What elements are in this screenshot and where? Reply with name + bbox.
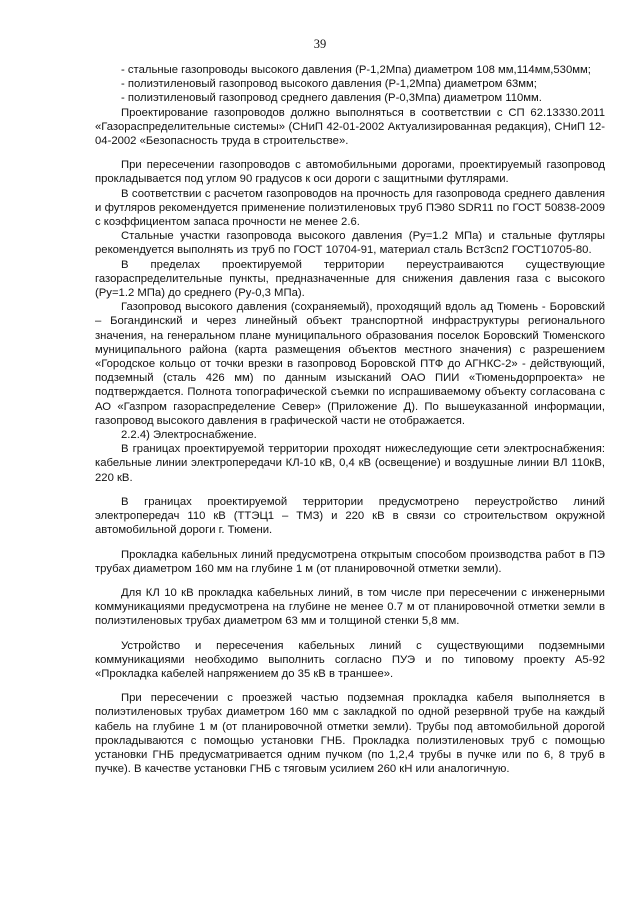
paragraph: - стальные газопроводы высокого давления (Р-1,2Мпа) диаметром 108 мм,114мм,530мм; [121, 64, 591, 76]
paragraph: При пересечении с проезжей частью подземная прокладка кабеля выполняется в полиэтиленовых трубах диаметром 160 мм с закладкой по одной резервной трубе на каждый кабель на глубине 1 м (от планировочной отметки земли). Трубы под автомобильной дорогой прокладываются с помощью установки ГНБ. Прокладка полиэтиленовых труб с помощью установки ГНБ предусматривается одним пучком (по 1,2,4 трубы в пучке или по 6, 8 труб в пучке). В качестве установки ГНБ с тяговым усилием 260 кН или аналогичную. [95, 692, 605, 776]
paragraph: Для КЛ 10 кВ прокладка кабельных линий, в том числе при пересечении с инженерными коммуникациями предусмотрена на глубине не менее 0.7 м от планировочной отметки земли в полиэтиленовых трубах диаметром 63 мм и толщиной стенки 5,8 мм. [95, 586, 605, 628]
paragraph: - полиэтиленовый газопровод высокого давления (Р-1,2Мпа) диаметром 63мм; [121, 78, 537, 91]
paragraph: Проектирование газопроводов должно выполняться в соответствии с СП 62.13330.2011 «Газораспределительные системы» (СНиП 42-01-2002 Актуализированная редакция), СНиП 12-04-2002 «Безопасность труда в строительстве». [95, 106, 605, 148]
paragraph: В пределах проектируемой территории переустраиваются существующие газораспределительные пункты, предназначенные для снижения давления газа с высокого (Ру=1.2 МПа) до среднего (Ру-0,3 МПа). [95, 258, 605, 300]
paragraph: При пересечении газопроводов с автомобильными дорогами, проектируемый газопровод прокладывается под углом 90 градусов к оси дороги с защитными футлярами. [95, 159, 605, 186]
paragraph: В границах проектируемой территории предусмотрено переустройство линий электропередач 110 кВ (ТТЭЦ1 – ТМЗ) и 220 кВ в связи со строительством окружной автомобильной дороги г. Тюмени. [95, 495, 605, 537]
paragraph: 2.2.4) Электроснабжение. [121, 429, 257, 442]
body-text [95, 63, 605, 776]
paragraph: В соответствии с расчетом газопроводов на прочность для газопровода среднего давления и футляров рекомендуется применение полиэтиленовых труб ПЭ80 SDR11 по ГОСТ 50838-2009 с коэффициентом запаса прочности не менее 2.6. [95, 187, 605, 229]
paragraph: Устройство и пересечения кабельных линий с существующими подземными коммуникациями необходимо выполнить согласно ПУЭ и по типовому проекту А5-92 «Прокладка кабелей напряжением до 35 кВ в траншее». [95, 639, 605, 680]
paragraph: Прокладка кабельных линий предусмотрена открытым способом производства работ в ПЭ трубах диаметром 160 мм на глубине 1 м (от планировочной отметки земли). [95, 548, 605, 575]
paragraph: Газопровод высокого давления (сохраняемый), проходящий вдоль ад Тюмень - Боровский – Богандинский и через линейный объект транспортной инфраструктуры регионального значения, на генеральном плане муниципального образования поселок Боровский Тюменского муниципального района (карта размещения объектов местного значения) с разрешением «Городское кольцо от точки врезки в газопровод Боровской ПТФ до АГНКС-2» - действующий, подземный (сталь 426 мм) по данным изысканий ОАО ПИИ «Тюменьдорпроекта» не подтверждается. Полнота топографической съемки по испрашиваемому объекту согласована с АО «Газпром газораспределение Север» (Приложение Д). По вышеуказанной информации, газопровод высокого давления в графической части не отображается. [95, 301, 605, 427]
paragraph: Стальные участки газопровода высокого давления (Ру=1.2 МПа) и стальные футляры рекомендуется выполнять из труб по ГОСТ 10704-91, материал сталь Вст3сп2 ГОСТ10705-80. [95, 230, 605, 257]
page-number: 39 [313, 37, 327, 51]
paragraph: - полиэтиленовый газопровод среднего давления (Р-0,3Мпа) диаметром 110мм. [121, 92, 542, 105]
paragraph: В границах проектируемой территории проходят нижеследующие сети электроснабжения: кабельные линии электропередачи КЛ-10 кВ, 0,4 кВ (освещение) и воздушные линии ВЛ 110кВ, 220 кВ. [95, 443, 605, 484]
